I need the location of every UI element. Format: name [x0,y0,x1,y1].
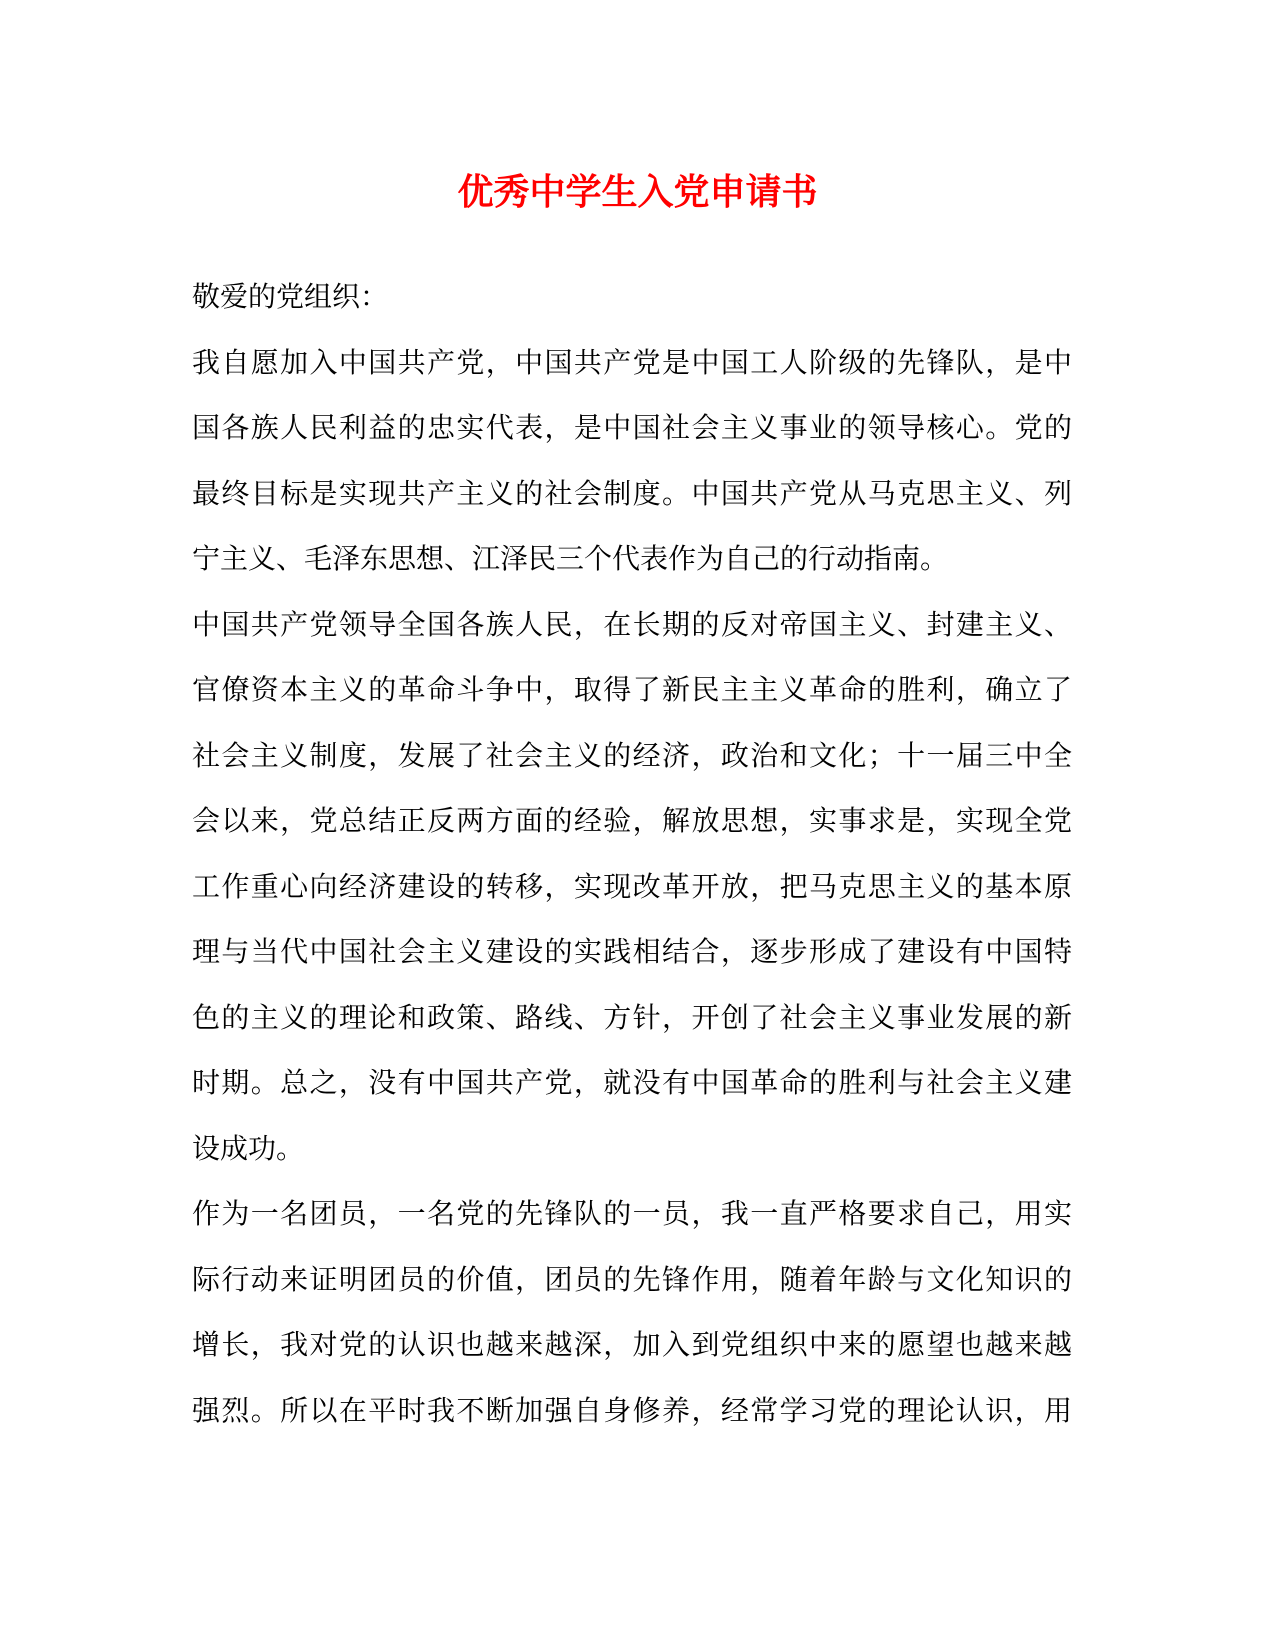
text-line: 理与当代中国社会主义建设的实践相结合，逐步形成了建设有中国特 [192,935,1072,968]
text-line: 增长，我对党的认识也越来越深，加入到党组织中来的愿望也越来越 [192,1328,1072,1361]
text-line: 设成功。 [192,1131,305,1165]
text-line: 工作重心向经济建设的转移，实现改革开放，把马克思主义的基本原 [192,869,1072,903]
text-line: 时期。总之，没有中国共产党，就没有中国革命的胜利与社会主义建 [192,1066,1072,1099]
text-line: 中国共产党领导全国各族人民，在长期的反对帝国主义、封建主义、 [192,607,1072,641]
text-line: 强烈。所以在平时我不断加强自身修养，经常学习党的理论认识，用 [192,1393,1072,1427]
text-line: 会以来，党总结正反两方面的经验，解放思想，实事求是，实现全党 [192,804,1072,837]
text-line: 色的主义的理论和政策、路线、方针，开创了社会主义事业发展的新 [192,1000,1072,1034]
salutation-line: 敬爱的党组织： [192,280,389,313]
text-line: 宁主义、毛泽东思想、江泽民三个代表作为自己的行动指南。 [192,542,949,575]
text-line: 最终目标是实现共产主义的社会制度。中国共产党从马克思主义、列 [192,476,1072,510]
text-line: 作为一名团员，一名党的先锋队的一员，我一直严格要求自己，用实 [192,1197,1072,1230]
text-line: 官僚资本主义的革命斗争中，取得了新民主主义革命的胜利，确立了 [192,673,1072,706]
text-line: 国各族人民利益的忠实代表，是中国社会主义事业的领导核心。党的 [192,411,1072,444]
text-line: 社会主义制度，发展了社会主义的经济，政治和文化；十一届三中全 [192,738,1072,772]
document-title: 优秀中学生入党申请书 [457,171,818,213]
text-line: 际行动来证明团员的价值，团员的先锋作用，随着年龄与文化知识的 [192,1262,1072,1296]
text-line: 我自愿加入中国共产党，中国共产党是中国工人阶级的先锋队，是中 [192,345,1072,379]
document-body [192,264,1072,1443]
